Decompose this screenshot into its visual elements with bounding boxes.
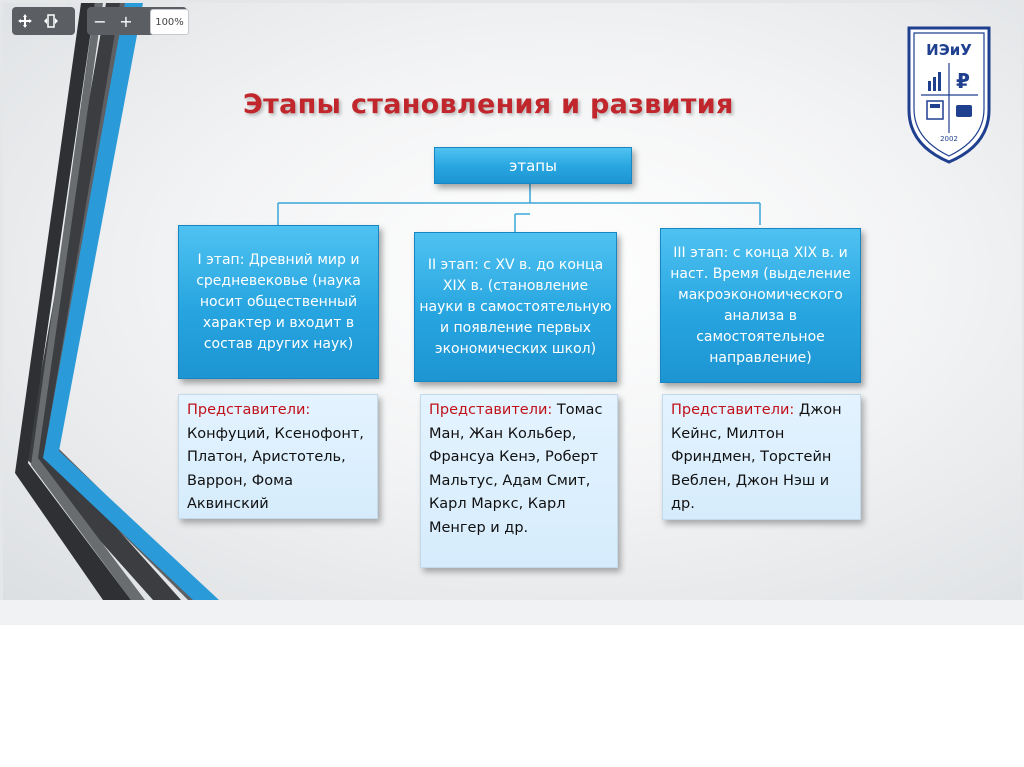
representatives-names: Джон Кейнс, Милтон Фриндмен, Торстейн Веблен, Джон Нэш и др. (671, 402, 842, 512)
representatives-box-2 (420, 394, 618, 568)
logo-text: ИЭиУ (926, 41, 972, 59)
representatives-label: Представители: (429, 402, 553, 418)
representatives-box-1 (178, 394, 378, 519)
stage-3-text: III этап: с конца XIX в. и наст. Время (выделение макроэкономического анализа в самостоятельное направление) (670, 244, 851, 366)
zoom-out-button[interactable]: − (93, 11, 107, 31)
svg-text:₽: ₽ (956, 69, 970, 93)
stage-2-box (414, 232, 617, 382)
representatives-names: Конфуций, Ксенофонт, Платон, Аристотель, Варрон, Фома Аквинский (187, 425, 364, 512)
stage-2-text: II этап: с XV в. до конца XIX в. (становление науки в самостоятельную и появление первых экономических школ) (419, 256, 612, 357)
zoom-level[interactable]: 100% (150, 9, 189, 35)
representatives-box-3 (662, 394, 861, 520)
viewer-bottom-bar (0, 600, 1024, 625)
zoom-in-button[interactable]: + (119, 11, 133, 31)
slide-title: Этапы становления и развития (243, 89, 734, 120)
institute-logo (906, 25, 992, 165)
stage-1-text: I этап: Древний мир и средневековье (наука носит общественный характер и входит в состав других наук) (196, 251, 361, 352)
stages-header-box: этапы (434, 147, 632, 184)
representatives-label: Представители: (671, 402, 795, 418)
stage-1-box (178, 225, 379, 379)
representatives-label: Представители: (187, 402, 311, 418)
logo-year: 2002 (940, 135, 958, 143)
representatives-names: Томас Ман, Жан Кольбер, Франсуа Кенэ, Роберт Мальтус, Адам Смит, Карл Маркс, Карл Менгер и др. (429, 402, 603, 536)
stage-3-box (660, 228, 861, 383)
slide (3, 3, 1022, 600)
